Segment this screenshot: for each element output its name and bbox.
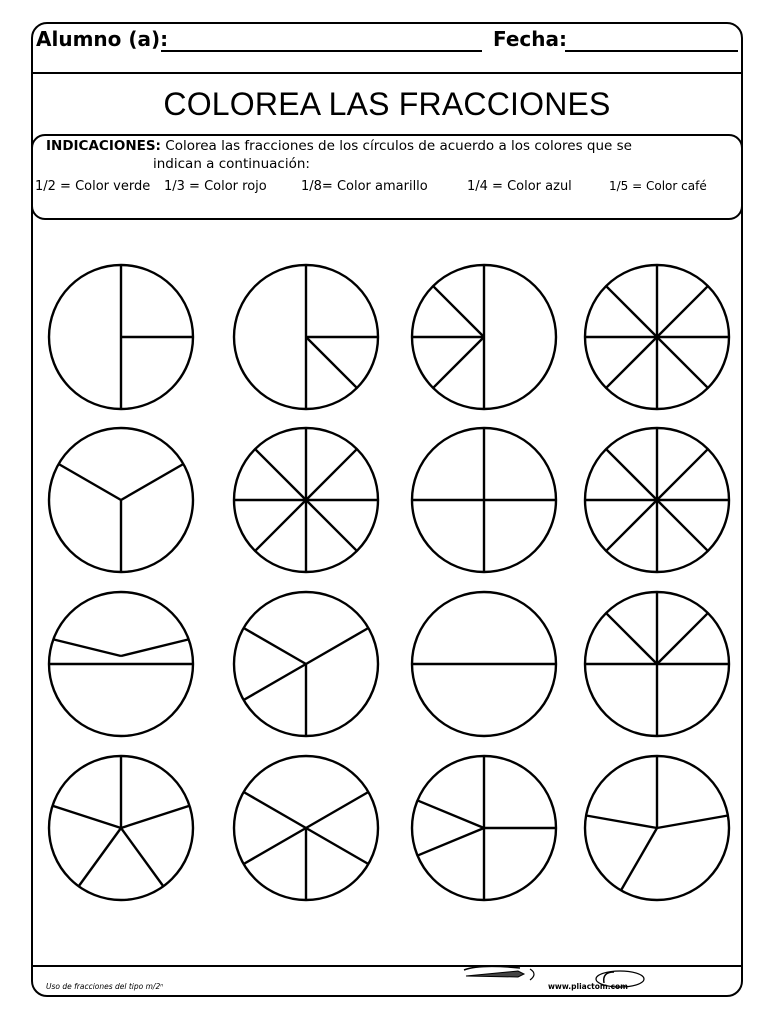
footer-topic: Uso de fracciones del tipo m/2ⁿ bbox=[46, 982, 164, 991]
legend-eighth: 1/8= Color amarillo bbox=[301, 179, 428, 194]
fraction-circle-15[interactable] bbox=[412, 756, 556, 900]
fraction-circle-5[interactable] bbox=[49, 428, 193, 572]
fraction-circle-12[interactable] bbox=[585, 592, 729, 736]
fraction-circle-14[interactable] bbox=[234, 756, 378, 900]
legend-half: 1/2 = Color verde bbox=[35, 179, 151, 194]
fraction-circle-7[interactable] bbox=[412, 428, 556, 572]
fraction-circle-3[interactable] bbox=[412, 265, 556, 409]
fraction-circle-2[interactable] bbox=[234, 265, 378, 409]
fraction-circle-13[interactable] bbox=[49, 756, 193, 900]
fraction-circle-10[interactable] bbox=[234, 592, 378, 736]
fraction-circle-11[interactable] bbox=[412, 592, 556, 736]
legend-third: 1/3 = Color rojo bbox=[164, 179, 267, 194]
footer-website: www.pliactom.com bbox=[548, 982, 628, 991]
instructions-text-1: Colorea las fracciones de los círculos de acuerdo a los colores que se bbox=[165, 138, 632, 154]
legend-fifth: 1/5 = Color café bbox=[609, 179, 707, 193]
oval-logo-icon bbox=[590, 966, 650, 990]
fraction-circle-4[interactable] bbox=[585, 265, 729, 409]
fraction-circle-16[interactable] bbox=[585, 756, 729, 900]
instructions-text-2: indican a continuación: bbox=[153, 156, 310, 172]
legend-quarter: 1/4 = Color azul bbox=[467, 179, 572, 194]
page-title: COLOREA LAS FRACCIONES bbox=[163, 86, 611, 122]
fraction-circle-8[interactable] bbox=[585, 428, 729, 572]
instructions-heading: INDICACIONES: bbox=[46, 138, 161, 154]
fraction-circle-9[interactable] bbox=[49, 592, 193, 736]
fraction-circle-1[interactable] bbox=[49, 265, 193, 409]
fraction-circle-6[interactable] bbox=[234, 428, 378, 572]
date-label: Fecha: bbox=[493, 27, 568, 51]
student-label: Alumno (a): bbox=[36, 27, 169, 51]
pencil-logo-icon bbox=[460, 962, 540, 986]
